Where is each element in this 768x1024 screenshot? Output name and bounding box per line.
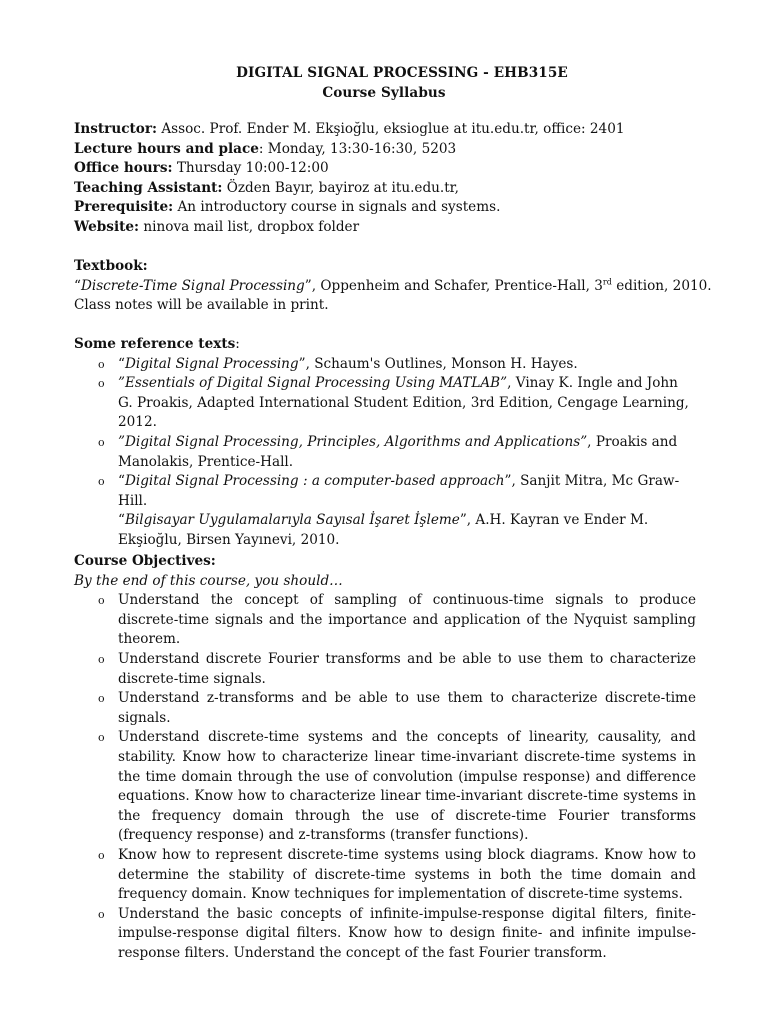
ta-label: Teaching Assistant:	[74, 179, 223, 196]
website-value: ninova mail list, dropbox folder	[139, 218, 360, 235]
objective-text: Understand the basic concepts of infinite-impulse-response digital filters, finite-impulse-response digital filters. Know how to design finite- and infinite impulse-response filters. Understand the concept of the fast Fourier transform.	[118, 905, 696, 961]
ref-title: Digital Signal Processing : a computer-based approach	[124, 473, 505, 490]
textbook-open-quote: “	[74, 277, 81, 294]
document-header	[0, 64, 768, 103]
bullet-marker: o	[98, 907, 105, 921]
prerequisite-label: Prerequisite:	[74, 199, 174, 216]
objectives-intro: By the end of this course, you should…	[74, 572, 343, 589]
objective-text: Understand discrete Fourier transforms and be able to use them to characterize discrete-time signals.	[118, 650, 696, 687]
objective-text: Understand the concept of sampling of continuous-time signals to produce discrete-time signals and the importance and application of the Nyquist sampling theorem.	[118, 592, 696, 648]
ref-details: , Proakis and Manolakis, Prentice-Hall.	[118, 433, 678, 470]
course-objectives-section	[74, 552, 696, 963]
reference-list	[74, 355, 696, 551]
ref-open-quote: “	[118, 512, 125, 529]
ref-details: ”, Schaum's Outlines, Monson H. Hayes.	[298, 355, 578, 372]
textbook-details-post: edition, 2010.	[611, 277, 712, 294]
website-row	[74, 218, 696, 238]
bullet-marker: o	[98, 377, 105, 391]
lecture-label: Lecture hours and place	[74, 140, 259, 157]
bullet-marker: o	[98, 357, 105, 371]
objective-item	[74, 591, 696, 650]
objective-text: Know how to represent discrete-time systems using block diagrams. Know how to determine the stability of discrete-time systems in both the time domain and frequency domain. Know techniques for implementation of discrete-time systems.	[118, 846, 696, 903]
bullet-marker: o	[98, 848, 105, 862]
bullet-marker: o	[98, 652, 105, 666]
ref-title-turkish: Bilgisayar Uygulamalarıyla Sayısal İşaret İşleme	[124, 512, 460, 529]
ref-title: ”Digital Signal Processing, Principles, Algorithms and Applications”	[118, 433, 588, 450]
ref-title: ”Essentials of Digital Signal Processing Using MATLAB”	[118, 375, 508, 392]
office-hours-label: Office hours:	[74, 160, 173, 177]
textbook-notes: Class notes will be available in print.	[74, 297, 329, 314]
objective-item	[74, 689, 696, 728]
instructor-value: Assoc. Prof. Ender M. Ekşioğlu, eksioglue at itu.edu.tr, office: 2401	[157, 121, 625, 137]
bullet-marker: o	[98, 475, 105, 489]
website-label: Website:	[74, 218, 140, 235]
lecture-row	[74, 140, 696, 160]
prerequisite-value: An introductory course in signals and systems.	[173, 199, 501, 216]
references-heading-row	[74, 335, 696, 355]
ta-row	[74, 179, 696, 199]
objective-text: Understand z-transforms and be able to use them to characterize discrete-time signals.	[118, 690, 696, 726]
lecture-value: : Monday, 13:30-16:30, 5203	[258, 140, 457, 157]
objectives-list	[74, 591, 696, 963]
textbook-title: Discrete-Time Signal Processing	[80, 277, 305, 294]
references-heading-colon: :	[235, 336, 240, 352]
objective-item	[74, 846, 696, 905]
textbook-section	[74, 257, 712, 316]
ta-value: Özden Bayır, bayiroz at itu.edu.tr,	[222, 179, 460, 196]
bullet-marker: o	[98, 731, 105, 745]
textbook-heading: Textbook:	[74, 258, 148, 274]
office-hours-value: Thursday 10:00-12:00	[172, 160, 329, 177]
objective-item	[74, 728, 696, 846]
bullet-marker: o	[98, 435, 105, 449]
objective-item	[74, 905, 696, 964]
reference-item	[74, 433, 696, 472]
bullet-marker: o	[98, 594, 105, 608]
ref-details: ”, Sanjit Mitra, Mc Graw-Hill.	[118, 473, 680, 509]
references-heading: Some reference texts	[74, 336, 236, 352]
ref-details: , Vinay K. Ingle and John G. Proakis, Adapted International Student Edition, 3rd Edition, Cengage Learning, 2012.	[118, 375, 689, 431]
instructor-label: Instructor:	[74, 121, 158, 137]
reference-item	[74, 355, 696, 375]
course-info	[74, 120, 696, 238]
instructor-row	[74, 120, 696, 140]
textbook-edition-sup: rd	[602, 277, 612, 287]
objective-item	[74, 650, 696, 689]
objectives-heading: Course Objectives:	[74, 553, 216, 569]
reference-item	[74, 472, 696, 550]
prerequisite-row	[74, 198, 696, 218]
ref-details-turkish: ”, A.H. Kayran ve Ender M. Ekşioğlu, Birsen Yayınevi, 2010.	[118, 512, 649, 548]
course-subtitle: Course Syllabus	[322, 84, 446, 101]
textbook-details-pre: , Oppenheim and Schafer, Prentice-Hall, 3	[311, 277, 603, 294]
ref-open-quote: “	[118, 473, 125, 490]
reference-texts-section	[74, 335, 696, 551]
ref-title: Digital Signal Processing	[124, 355, 299, 372]
bullet-marker: o	[98, 692, 105, 706]
objective-text: Understand discrete-time systems and the concepts of linearity, causality, and stability. Know how to characterize linear time-invariant discrete-time systems in the time domain through the use of convolution (impulse response) and difference equations. Know how to characterize linear time-invariant discrete-time systems in the frequency domain through the use of discrete-time Fourier transforms (frequency response) and z-transforms (transfer functions).	[118, 729, 696, 844]
ref-open-quote: “	[118, 355, 125, 372]
office-hours-row	[74, 159, 696, 179]
reference-item	[74, 374, 696, 433]
course-title: DIGITAL SIGNAL PROCESSING - EHB315E	[236, 65, 568, 81]
textbook-close-quote: ”	[304, 277, 312, 294]
textbook-entry	[74, 277, 712, 297]
